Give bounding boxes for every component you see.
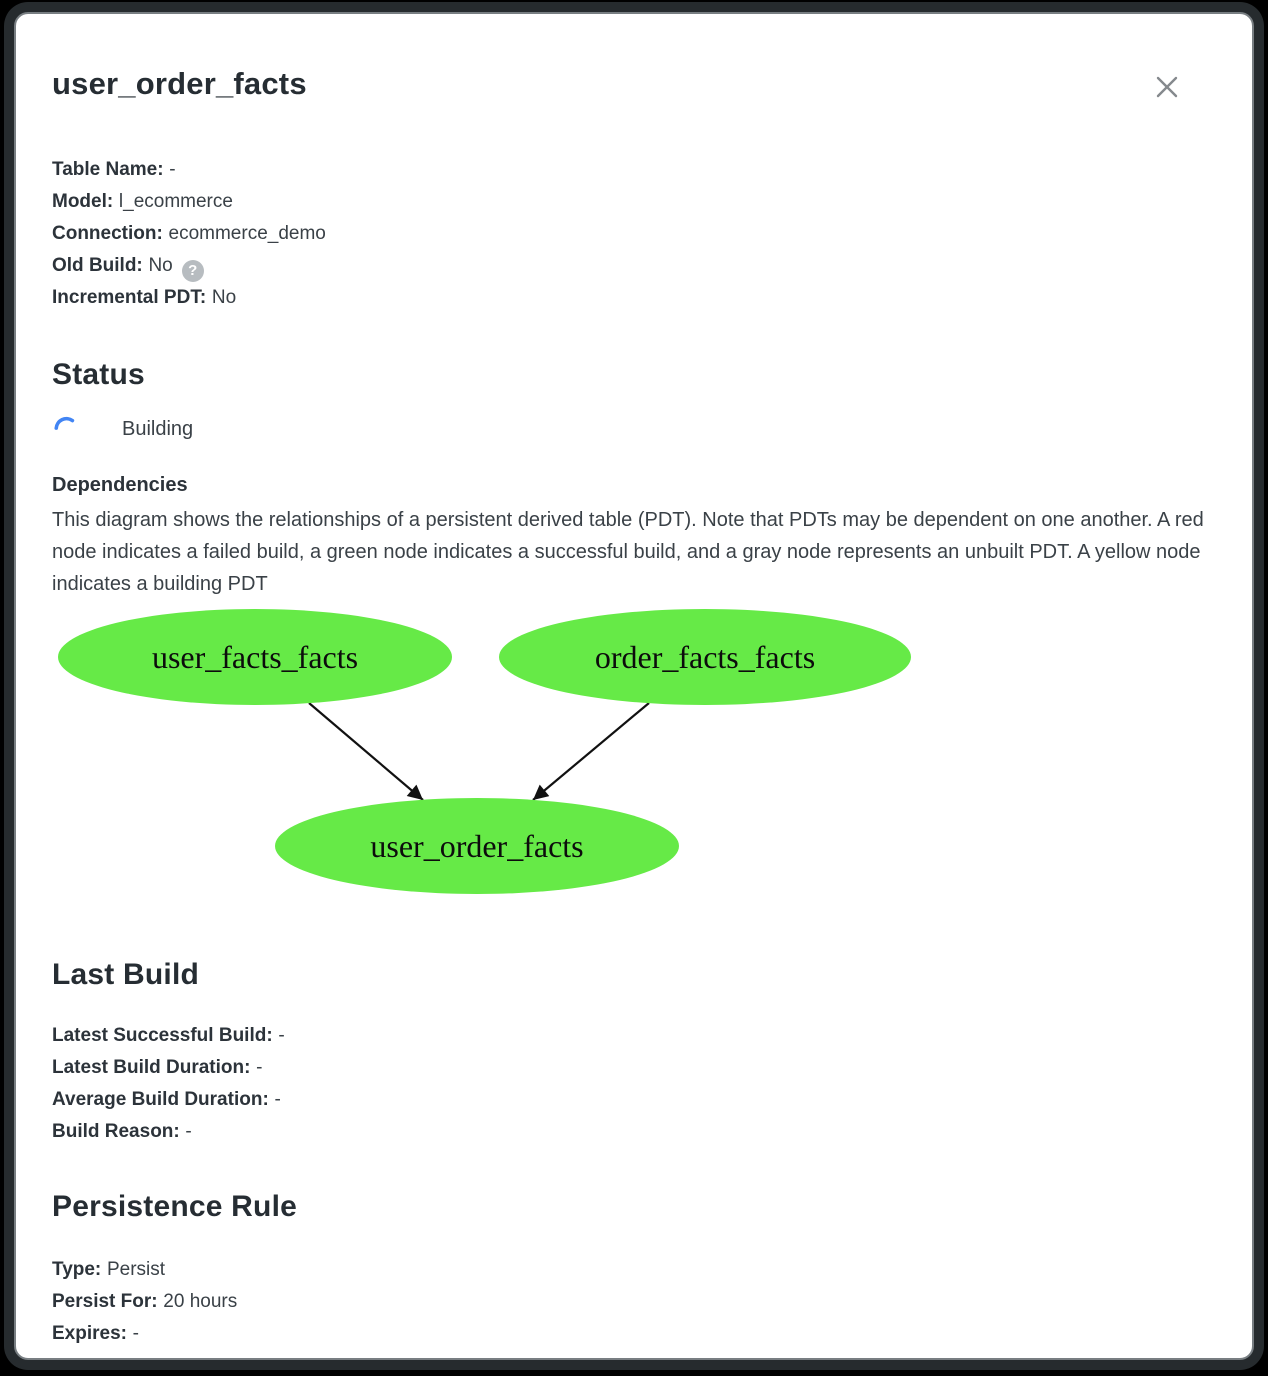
meta-label: Connection: [52, 223, 163, 244]
status-state-label: Building [122, 417, 194, 440]
node-label: user_order_facts [370, 828, 584, 864]
meta-label: Latest Successful Build: [52, 1025, 273, 1046]
meta-value: 20 hours [163, 1291, 238, 1312]
dependencies-description: This diagram shows the relationships of a persistent derived table (PDT). Note that PDTs may be dependent on one another. A red node indicates a failed build, a green node indicates a successful build, and a gray node represents an unbuilt PDT. A yellow node indicates a building PDT [52, 509, 1204, 595]
meta-label: Latest Build Duration: [52, 1057, 251, 1078]
meta-value: - [169, 159, 176, 180]
meta-row-model [52, 186, 1216, 218]
row-persist-for [52, 1286, 1216, 1318]
pdt-details-dialog [14, 12, 1254, 1360]
meta-row-old-build [52, 250, 1216, 282]
meta-value: l_ecommerce [118, 191, 233, 212]
dependencies-heading: Dependencies [52, 474, 188, 496]
meta-label: Incremental PDT: [52, 287, 207, 308]
meta-label: Type: [52, 1259, 102, 1280]
meta-row-table-name [52, 154, 1216, 186]
meta-label: Expires: [52, 1323, 127, 1344]
persistence-rule-details [52, 1254, 1216, 1350]
meta-label: Average Build Duration: [52, 1089, 269, 1110]
meta-value: No [211, 287, 237, 308]
meta-label: Build Reason: [52, 1121, 180, 1142]
edge-order-facts-to-user-order [533, 703, 649, 800]
graph-node-order-facts-facts [499, 609, 911, 705]
page-title: user_order_facts [52, 66, 307, 101]
last-build-details [52, 1020, 1216, 1148]
meta-label: Old Build: [52, 255, 143, 276]
meta-value: - [278, 1025, 285, 1046]
row-latest-successful-build [52, 1020, 1216, 1052]
meta-value: - [256, 1057, 263, 1078]
persistence-rule-heading: Persistence Rule [52, 1190, 297, 1223]
pdt-dependency-graph [56, 608, 916, 900]
row-latest-build-duration [52, 1052, 1216, 1084]
row-average-build-duration [52, 1084, 1216, 1116]
row-expires [52, 1318, 1216, 1350]
node-label: user_facts_facts [151, 639, 359, 675]
meta-value: Persist [106, 1259, 166, 1280]
edge-user-facts-to-user-order [309, 703, 423, 800]
table-metadata [52, 154, 1216, 314]
meta-value: ecommerce_demo [168, 223, 326, 244]
node-label: order_facts_facts [594, 639, 816, 675]
meta-label: Persist For: [52, 1291, 158, 1312]
meta-label: Model: [52, 191, 114, 212]
close-button[interactable] [1150, 70, 1184, 104]
last-build-heading: Last Build [52, 958, 200, 991]
help-icon[interactable]: ? [182, 260, 204, 282]
graph-node-user-facts-facts [58, 609, 452, 705]
meta-label: Table Name: [52, 159, 164, 180]
status-indicator-row [52, 414, 1216, 444]
meta-row-connection [52, 218, 1216, 250]
building-spinner-icon [54, 416, 80, 442]
meta-value: - [185, 1121, 192, 1142]
meta-row-incremental-pdt [52, 282, 1216, 314]
meta-value: No [148, 255, 173, 276]
graph-node-user-order-facts [275, 798, 679, 894]
spinner-arc [56, 419, 72, 428]
meta-value: - [132, 1323, 139, 1344]
status-heading: Status [52, 358, 145, 391]
meta-value: - [274, 1089, 281, 1110]
close-icon [1150, 70, 1184, 104]
row-build-reason [52, 1116, 1216, 1148]
row-persistence-type [52, 1254, 1216, 1286]
